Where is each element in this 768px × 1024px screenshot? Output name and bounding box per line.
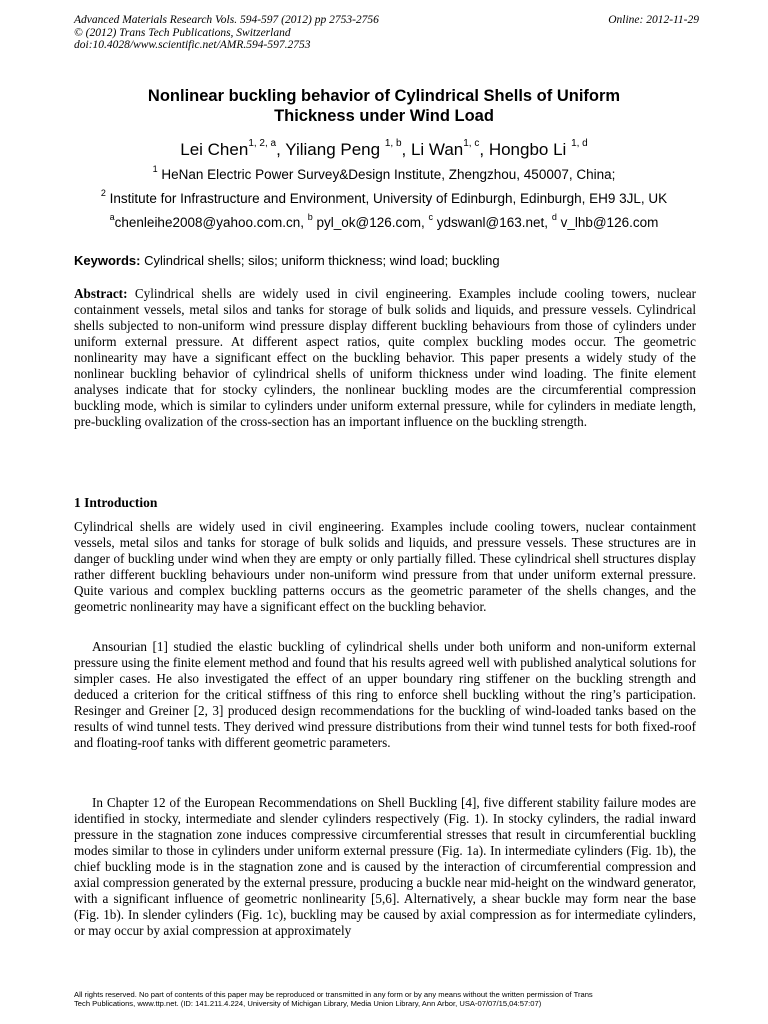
intro-paragraph-3: In Chapter 12 of the European Recommendations on Shell Buckling [4], five different stability failure modes are identified in stocky, intermediate and slender cylinders respectively (Fig. 1). In stocky cylinders, the radial inward pressure in the stagnation zone induces compressive circumferential stresses that result in circumferential buckling modes similar to those in cylinders under uniform external pressure (Fig. 1a). In intermediate cylinders (Fig. 1b), the chief buckling mode is in the stagnation zone and is caused by the interaction of circumferential compression and axial compression generated by the external pressure, producing a buckle near mid-height on the windward generator, with a significant influence of geometric nonlinearity [5,6]. Alternatively, a shear buckle may form near the base (Fig. 1b). In slender cylinders (Fig. 1c), buckling may be caused by axial compression as for intermediate cylinders, or may occur by axial compression at approximately: [74, 795, 696, 938]
doi-line: doi:10.4028/www.scientific.net/AMR.594-597.2753: [74, 39, 311, 51]
affiliation-1: [74, 164, 694, 182]
author-emails: [74, 212, 694, 230]
author-affiliation-sup: 1, c: [463, 138, 480, 149]
publication-header: [74, 14, 699, 52]
intro-paragraph-2: Ansourian [1] studied the elastic buckling of cylindrical shells under both uniform and non-uniform external pressure using the finite element method and found that his results agreed well with published analytical solutions for simpler cases. He also investigated the effect of an upper boundary ring stiffener on the buckling strength and deduced a criterion for the critical stiffness of this ring to enforce shell buckling without the ring’s participation. Resinger and Greiner [2, 3] produced design recommendations for the buckling of wind-loaded tanks based on the results of wind tunnel tests. They derived wind pressure distributions from their wind tunnel tests for both fixed-roof and floating-roof tanks with different geometric parameters.: [74, 639, 696, 750]
email-text: ydswanl@163.net,: [433, 215, 552, 230]
keywords-label: Keywords:: [74, 253, 141, 268]
author-name: Lei Chen: [180, 140, 249, 159]
email-text: chenleihe2008@yahoo.com.cn,: [114, 215, 308, 230]
email-sup: d: [551, 212, 557, 222]
title-line-2: Thickness under Wind Load: [274, 107, 494, 125]
author-separator: ,: [276, 140, 286, 159]
copyright-line: © (2012) Trans Tech Publications, Switzerland: [74, 26, 291, 39]
copyright-footer: [74, 991, 704, 1008]
abstract: [74, 286, 696, 430]
email-text: v_lhb@126.com: [556, 215, 659, 230]
affiliation-2: [74, 188, 694, 206]
title-line-1: Nonlinear buckling behavior of Cylindrical Shells of Uniform: [147, 87, 621, 105]
author-list: [74, 140, 694, 160]
paper-title: [74, 86, 694, 126]
keywords-text: Cylindrical shells; silos; uniform thickness; wind load; buckling: [140, 253, 500, 268]
email-sup: b: [307, 212, 313, 222]
footer-line-2: Tech Publications, www.ttp.net. (ID: 141.211.4.224, University of Michigan Library, Media Union Library, Ann Arbor, USA-07/07/15,04:57:07): [74, 998, 542, 1008]
author-name: Hongbo Li: [488, 140, 572, 159]
affiliation-2-sup: 2: [100, 188, 106, 198]
author-affiliation-sup: 1, d: [571, 138, 588, 149]
section-heading-introduction: 1 Introduction: [74, 495, 158, 510]
intro-paragraph-1: Cylindrical shells are widely used in civil engineering. Examples include cooling towers, nuclear containment vessels, metal silos and tanks for storage of bulk solids and liquids, and pressure vessels. These structures are in danger of buckling under wind when they are empty or only partially filled. These cylindrical shell structures display rather different buckling behaviours under non-uniform wind pressure from that under uniform external pressure. Quite various and complex buckling patterns occurs as the geometric parameter of the shells changes, and the geometric nonlinearity may have a significant effect on the buckling behavior.: [74, 519, 696, 614]
affiliation-2-text: Institute for Infrastructure and Environment, University of Edinburgh, Edinburgh, EH9 3JL, UK: [105, 191, 668, 206]
affiliation-1-sup: 1: [152, 164, 158, 174]
online-date: Online: 2012-11-29: [608, 14, 699, 26]
abstract-text: Cylindrical shells are widely used in civil engineering. Examples include cooling towers, nuclear containment vessels, metal silos and tanks for storage of bulk solids and liquids, and pressure vessels. Cylindrical shells subjected to non-uniform wind pressure display different buckling behaviours from those of cylinders under uniform external pressure. At different aspect ratios, quite complex buckling modes occur. The geometric nonlinearity may have a significant effect on the buckling behavior. This paper presents a widely study of the nonlinear buckling behavior of cylindrical shells of uniform thickness under wind loading. The finite element analyses indicate that for stocky cylinders, the nonlinear buckling modes are the circumferential compression buckling mode, which is similar to cylinders under uniform external pressure, while for cylinders in mediate length, pre-buckling ovalization of the cross-section has an important influence on the buckling strength.: [74, 286, 696, 429]
abstract-label: Abstract:: [74, 286, 128, 301]
affiliation-1-text: HeNan Electric Power Survey&Design Institute, Zhengzhou, 450007, China: [157, 167, 612, 182]
keywords: [74, 253, 694, 268]
footer-line-1: All rights reserved. No part of contents of this paper may be reproduced or transmitted in any form or by any means without the written permission of Trans: [74, 990, 593, 999]
affiliation-1-trail: ;: [611, 167, 616, 182]
author-separator: ,: [401, 140, 411, 159]
email-sup: a: [109, 212, 115, 222]
journal-line: Advanced Materials Research Vols. 594-597 (2012) pp 2753-2756: [74, 14, 379, 26]
author-name: Yiliang Peng: [285, 140, 385, 159]
email-sup: c: [428, 212, 434, 222]
author-name: Li Wan: [410, 140, 464, 159]
author-separator: ,: [479, 140, 489, 159]
email-text: pyl_ok@126.com,: [312, 215, 429, 230]
author-affiliation-sup: 1, b: [384, 138, 402, 149]
author-affiliation-sup: 1, 2, a: [248, 138, 277, 149]
